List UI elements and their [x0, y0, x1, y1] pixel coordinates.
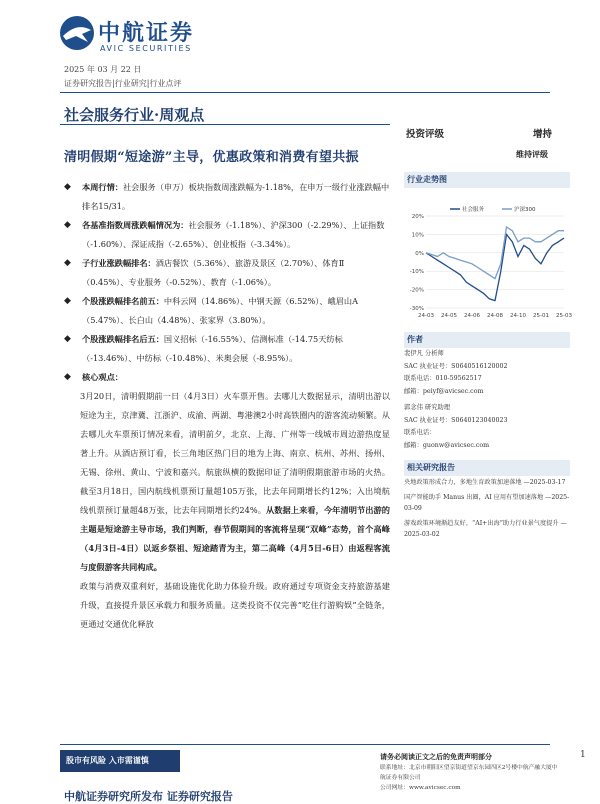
legend-label: 社会服务	[462, 207, 485, 213]
headline: 清明假期“短途游”主导，优惠政策和消费有望共振	[64, 150, 359, 165]
brand-logo	[58, 14, 198, 58]
x-tick-label: 24-06	[464, 313, 480, 319]
legend-label: 沪深300	[514, 207, 536, 213]
rating-value: 增持	[533, 129, 553, 140]
divider	[60, 92, 550, 93]
industry-title: 社会服务行业·周观点	[64, 106, 205, 124]
analyst-row: 联系电话：010-59562517	[404, 375, 482, 382]
bullet-item: ◆ 个股涨跌幅排名前五：中科云网（14.86%）、中钢天源（6.52%）、峨眉山A（5.47%）、长白山（4.48%）、张家界（3.80%）。	[64, 296, 359, 325]
analyst-row: 联系电话：	[404, 429, 436, 436]
core-paragraph-2: 政策与消费双重利好，基础设施优化助力体验升级。政府通过专项资金支持旅游基建升级，直接提升景区承载力和服务质量。这类投资不仅完善“吃住行游购娱”全链条，更通过交通优化释放	[80, 581, 390, 629]
y-tick-label: -30%	[409, 306, 424, 312]
analyst-header: 作者	[404, 332, 570, 348]
core-paragraph: 3月20日，清明假期前一日（4月3日）火车票开售。去哪儿大数据显示，清明出游以短途为主，京津冀、江浙沪、成渝、两湖、粤港澳2小时高铁圈内的游客流动频繁。从去哪儿火车票预订情况来看，清明前夕，北京、上海、广州等一线城市周边游热度显著上升。从酒店预订看，长三角地区热门目的地为上海、南京、杭州、苏州、扬州、无锡、徐州、黄山、宁波和嘉兴。航旅纵横的数据印证了清明假期旅游市场的火热。截至3月18日，国内航线机票预订量超105万张，比去年同期增长约12%；入出境航线机票预订量超48万张，比去年同期增长约24%。从数据上来看，今年清明节出游的主题是短途游主导市场，我们判断，春节假期间的客流将呈现“双峰”态势，首个高峰（4月3日-4日）以返乡祭祖、短途踏青为主，第二高峰（4月5日-6日）由返程客流与度假游客共同构成。	[80, 391, 390, 572]
x-tick-label: 25-01	[533, 313, 549, 319]
brand-name-cn: 中航证券	[98, 21, 195, 46]
risk-banner: 股市有风险 入市需谨慎	[60, 750, 180, 772]
publisher-line: 中航证券研究所发布 证券研究报告	[64, 790, 233, 803]
x-tick-label: 24-10	[510, 313, 526, 319]
report-date: 2025 年 03 月 22 日	[64, 65, 142, 74]
bullet-item: ◆ 个股涨跌幅排名后五：国义招标（-16.55%）、信测标准（-14.75天纺标（-13.46%）、中纺标（-10.48%）、米奥会展（-8.95%）。	[64, 334, 343, 363]
related-item[interactable]: 国产智能助手 Manus 出圈，AI 应用有望加速落地 —2025-03-09	[404, 493, 570, 512]
divider	[60, 744, 550, 745]
related-item[interactable]: 央地政策形成合力，多地生育政策加速落地 —2025-03-17	[404, 479, 566, 486]
divider	[60, 124, 390, 125]
trend-header: 行业走势图	[404, 172, 570, 188]
avic-emblem-icon	[58, 14, 96, 52]
x-tick-label: 24-03	[418, 313, 434, 319]
rating-label: 投资评级	[406, 129, 445, 140]
x-tick-label: 25-03	[556, 313, 572, 319]
analyst-row: SAC 执业证号：S0640516120002	[404, 362, 508, 370]
bullet-item: ◆ 本周行情：社会服务（申万）板块指数周涨跌幅为-1.18%，在申万一级行业涨跌幅中排名15/31。	[64, 182, 390, 211]
trend-chart	[404, 204, 570, 328]
analyst-row: SAC 执业证号：S0640123040023	[404, 416, 508, 424]
analyst-email[interactable]: 邮箱：guonw@avicsec.com	[404, 441, 490, 449]
breadcrumb: 证券研究报告|行业研究|行业点评	[64, 79, 182, 88]
brand-name-en: AVIC SECURITIES	[100, 44, 192, 53]
page-number: 1	[580, 750, 586, 760]
y-tick-label: -10%	[409, 269, 424, 276]
summary-bullets	[64, 178, 390, 634]
analyst-email[interactable]: 邮箱：peiyf@avicsec.com	[404, 387, 484, 395]
disclaimer: 请务必阅读正文之后的免责声明部分 联系地址：北京市朝阳区望京街道望京东园四区2号楼中航产融大厦中航证券有限公司 公司网址：www.avicsec.com	[380, 752, 558, 791]
bullet-item: ◆ 各基准指数周涨跌幅情况为：社会服务（-1.18%）、沪深300（-2.29%）、上证指数（-1.60%）、深证成指（-2.65%）、创业板指（-3.34%）。	[64, 220, 385, 249]
rating-sub: 维持评级	[516, 149, 548, 159]
y-tick-label: 0%	[415, 250, 424, 257]
analyst-info	[404, 348, 574, 452]
series-line	[426, 234, 564, 300]
bullet-item: ◆ 核心观点：	[64, 372, 123, 382]
related-list	[404, 477, 574, 541]
related-header: 相关研究报告	[404, 460, 570, 476]
x-tick-label: 24-08	[487, 313, 503, 319]
analyst-row: 郭念伟 研究助理	[404, 404, 451, 411]
y-tick-label: 20%	[411, 214, 424, 220]
trend-chart-svg	[404, 204, 570, 328]
y-tick-label: 10%	[411, 232, 424, 239]
y-tick-label: -20%	[409, 287, 424, 294]
analyst-row: 裴伊凡 分析师	[404, 350, 444, 357]
related-item[interactable]: 游戏政策环境渐趋友好，“AI+出海”助力行业景气度提升 —2025-03-02	[404, 519, 567, 538]
bullet-item: ◆ 子行业涨跌幅排名：酒店餐饮（5.36%）、旅游及景区（2.70%）、体育Ⅱ（0.45%）、专业服务（-0.52%）、教育（-1.06%）。	[64, 258, 345, 287]
x-tick-label: 24-05	[441, 313, 457, 319]
